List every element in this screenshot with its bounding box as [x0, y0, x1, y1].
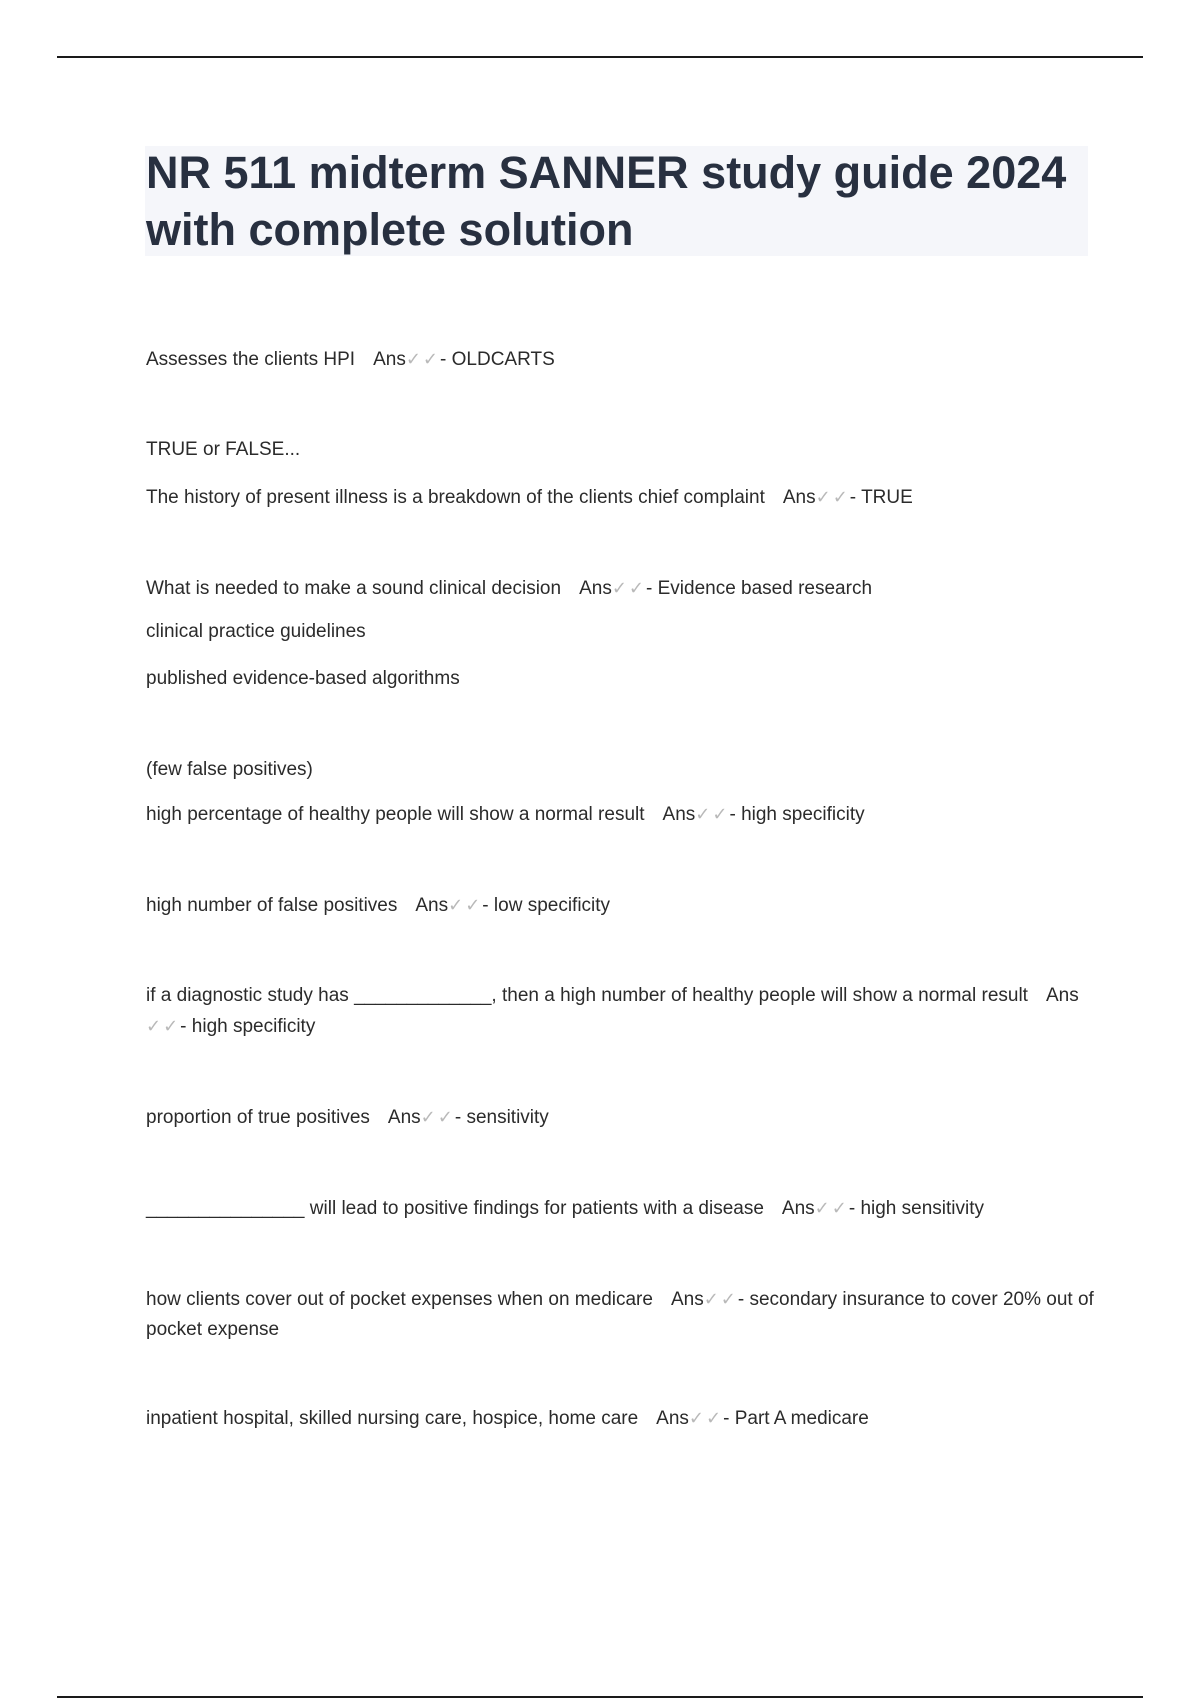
answer-text: sensitivity — [466, 1107, 549, 1128]
question-text: clinical practice guidelines — [146, 621, 366, 642]
answer-prefix: Ans — [1045, 985, 1079, 1006]
answer-dash: - — [849, 487, 862, 508]
question-text: What is needed to make a sound clinical decision — [146, 578, 562, 599]
qa-line-2 — [146, 435, 1096, 465]
answer-dash: - — [454, 1107, 467, 1128]
answer-text: high sensitivity — [860, 1198, 985, 1219]
qa-line-3 — [146, 482, 1096, 513]
answer-prefix: Ans — [415, 895, 449, 916]
question-text: how clients cover out of pocket expenses when on medicare — [146, 1289, 653, 1310]
answer-text: high specificity — [191, 1016, 316, 1037]
answer-prefix: Ans — [656, 1408, 689, 1429]
answer-dash: - — [440, 349, 452, 370]
answer-prefix: Ans — [782, 487, 816, 508]
qa-line-10 — [146, 981, 1096, 1042]
qa-line-12 — [146, 1193, 1096, 1224]
question-text: _______________ will lead to positive findings for patients with a disease — [146, 1198, 764, 1219]
question-text: Assesses the clients HPI — [146, 349, 356, 370]
answer-prefix: Ans — [662, 804, 696, 825]
answer-text: OLDCARTS — [451, 349, 555, 370]
answer-text: low specificity — [493, 895, 611, 916]
check-icon: ✓✓ — [405, 349, 441, 369]
check-icon: ✓✓ — [146, 1016, 181, 1036]
bottom-rule — [57, 1696, 1143, 1698]
answer-prefix: Ans — [579, 578, 612, 599]
answer-text: Part A medicare — [734, 1408, 869, 1429]
answer-prefix: Ans — [373, 349, 406, 370]
top-rule — [57, 56, 1143, 58]
question-text: high number of false positives — [146, 895, 398, 916]
qa-line-9 — [146, 890, 1096, 921]
answer-dash: - — [848, 1198, 861, 1219]
qa-line-7 — [146, 755, 1096, 785]
answer-dash: - — [737, 1289, 750, 1310]
check-icon: ✓✓ — [695, 804, 730, 824]
check-icon: ✓✓ — [815, 487, 850, 507]
check-icon: ✓✓ — [611, 578, 646, 598]
question-text: published evidence-based algorithms — [146, 668, 460, 689]
qa-line-5 — [146, 617, 1096, 647]
answer-text: secondary insurance to cover 20% out of pocket expense — [146, 1289, 1094, 1340]
check-icon: ✓✓ — [688, 1408, 724, 1428]
answer-dash: - — [482, 895, 494, 916]
check-icon: ✓✓ — [703, 1289, 738, 1309]
answer-prefix: Ans — [670, 1289, 704, 1310]
question-text: if a diagnostic study has _____________, then a high number of healthy people will show a normal result — [146, 985, 1028, 1006]
qa-line-4 — [146, 573, 1096, 604]
question-text: inpatient hospital, skilled nursing care, hospice, home care — [146, 1408, 639, 1429]
answer-text: TRUE — [861, 487, 913, 508]
question-text: high percentage of healthy people will show a normal result — [146, 804, 645, 825]
answer-dash: - — [646, 578, 658, 599]
answer-text: Evidence based research — [657, 578, 873, 599]
question-text: (few false positives) — [146, 759, 313, 780]
answer-dash: - — [729, 804, 742, 825]
check-icon: ✓✓ — [814, 1198, 849, 1218]
answer-prefix: Ans — [387, 1107, 421, 1128]
qa-line-8 — [146, 799, 1096, 830]
question-text: TRUE or FALSE... — [146, 439, 301, 460]
qa-line-11 — [146, 1102, 1096, 1133]
document-title: NR 511 midterm SANNER study guide 2024 with complete solution — [146, 147, 1067, 255]
qa-line-6 — [146, 664, 1096, 694]
check-icon: ✓✓ — [420, 1107, 455, 1127]
question-text: The history of present illness is a breakdown of the clients chief complaint — [146, 487, 765, 508]
question-text: proportion of true positives — [146, 1107, 370, 1128]
answer-dash: - — [723, 1408, 735, 1429]
check-icon: ✓✓ — [448, 895, 483, 915]
answer-prefix: Ans — [781, 1198, 815, 1219]
qa-line-1 — [146, 344, 1096, 375]
qa-line-14 — [146, 1403, 1096, 1434]
answer-text: high specificity — [741, 804, 865, 825]
answer-dash: - — [180, 1016, 192, 1037]
qa-line-13 — [146, 1284, 1096, 1345]
